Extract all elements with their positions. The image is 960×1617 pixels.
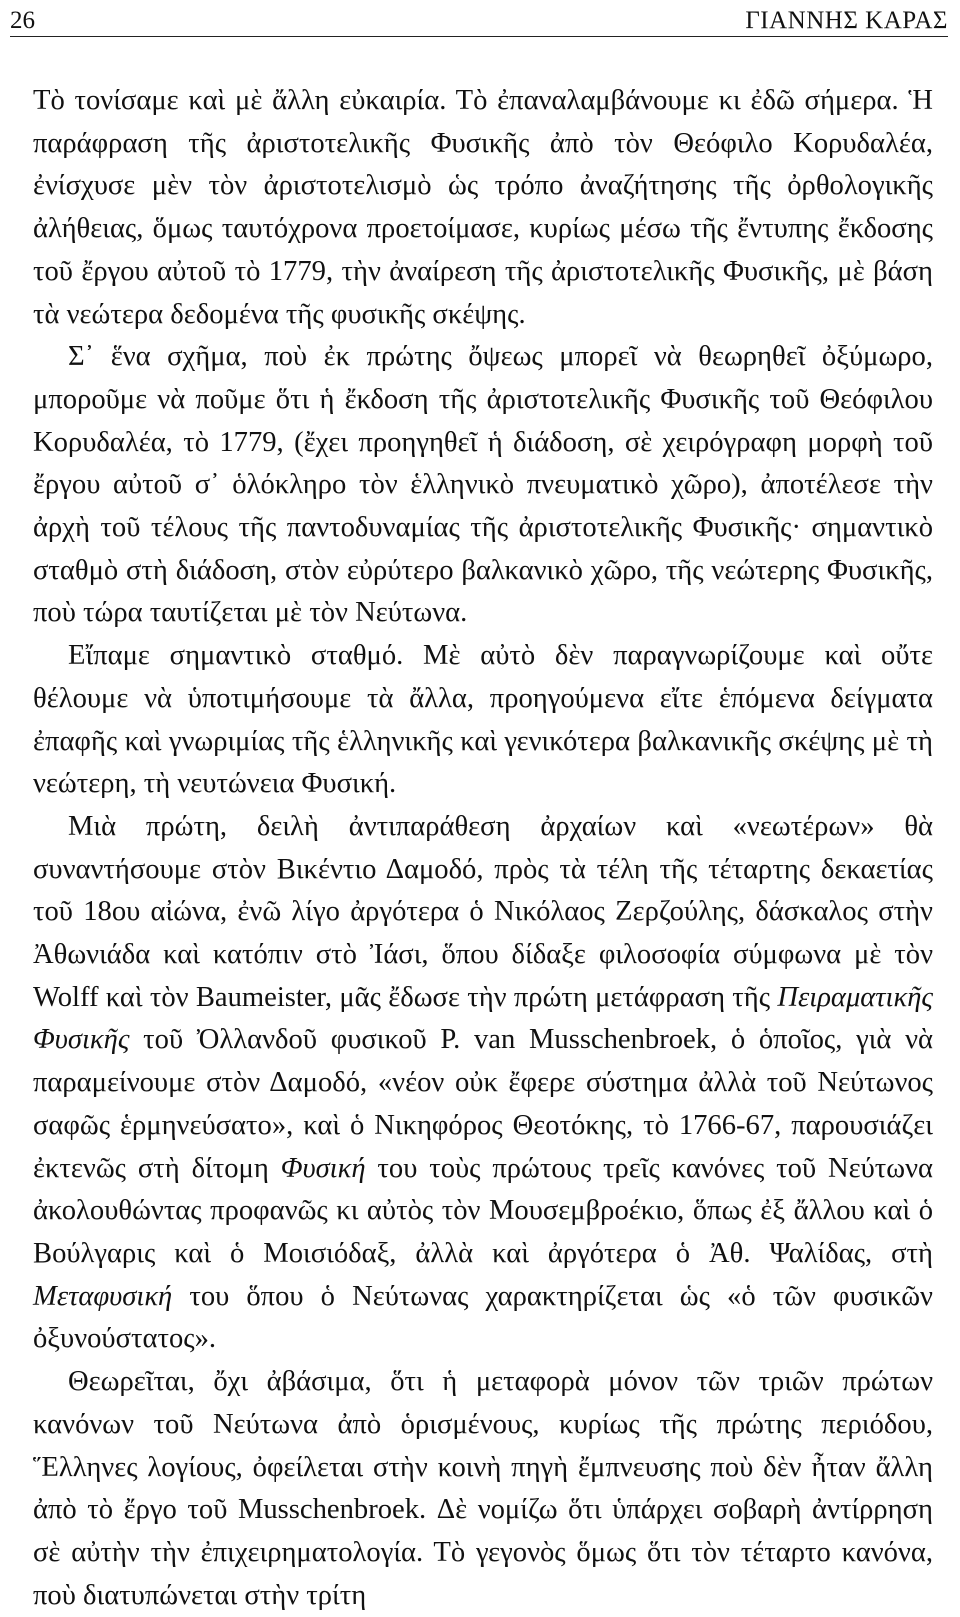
paragraph-text: Εἴπαμε σημαντικὸ σταθμό. Μὲ αὐτὸ δὲν παραγνωρίζουμε καὶ οὔτε θέλουμε νὰ ὑποτιμήσουμε τὰ ἄλλα, προηγούμενα εἴτε ἑπόμενα δείγματα ἐπαφῆς καὶ γνωριμίας τῆς ἑλληνικῆς καὶ γενικότερα βαλκανικῆς σκέψης μὲ τὴ νεώτερη, τὴ νευτώνεια Φυσική. — [33, 640, 933, 800]
italic-title: Φυσική — [280, 1152, 366, 1184]
running-title: ΓΙΑΝΝΗΣ ΚΑΡΑΣ — [745, 7, 948, 34]
paragraph-text: του τοὺς πρώτους τρεῖς κανόνες τοῦ Νεύτωνα ἀκολουθώντας προφανῶς κι αὐτὸς τὸν Μουσεμβροέκιο, ὅπως ἐξ ἄλλου καὶ ὁ Βούλγαρις καὶ ὁ Μοισιόδαξ, ἀλλὰ καὶ ἀργότερα ὁ Ἀθ. Ψαλίδας, στὴ — [33, 1152, 933, 1269]
paragraph-text: Θεωρεῖται, ὄχι ἀβάσιμα, ὅτι ἡ μεταφορὰ μόνον τῶν τριῶν πρώτων κανόνων τοῦ Νεύτωνα ἀπὸ ὁρισμένους, κυρίως τῆς πρώτης περιόδου, Ἕλληνες λογίους, ὀφείλεται στὴν κοινὴ πηγὴ ἔμπνευσης ποὺ δὲν ἦταν ἄλλη ἀπὸ τὸ ἔργο τοῦ Musschenbroek. Δὲ νομίζω ὅτι ὑπάρχει σοβαρὴ ἀντίρρηση σὲ αὐτὴν τὴν ἐπιχειρηματολογία. Τὸ γεγονὸς ὅμως ὅτι τὸν τέταρτο κανόνα, ποὺ διατυπώνεται στὴν τρίτη — [33, 1366, 933, 1611]
paragraph — [33, 1361, 933, 1617]
page-number: 26 — [10, 7, 35, 34]
paragraph — [33, 806, 933, 1361]
paragraph-text: τοῦ Ὀλλανδοῦ φυσικοῦ P. van Musschenbroek, ὁ ὁποῖος, γιὰ νὰ παραμείνουμε στὸν Δαμοδό, «νέον οὐκ ἔφερε σύστημα ἀλλὰ τοῦ Νεύτωνος σαφῶς ἑρμηνεύσατο», καὶ ὁ Νικηφόρος Θεοτόκης, τὸ 1766-67, παρουσιάζει ἐκτενῶς στὴ δίτομη — [33, 1024, 933, 1184]
paragraph-text: Τὸ τονίσαμε καὶ μὲ ἄλλη εὐκαιρία. Τὸ ἐπαναλαμβάνουμε κι ἐδῶ σήμερα. Ἡ παράφραση τῆς ἀριστοτελικῆς Φυσικῆς ἀπὸ τὸν Θεόφιλο Κορυδαλέα, ἐνίσχυσε μὲν τὸν ἀριστοτελισμὸ ὡς τρόπο ἀναζήτησης τῆς ὀρθολογικῆς ἀλήθειας, ὅμως ταυτόχρονα προετοίμασε, κυρίως μέσω τῆς ἔντυπης ἔκδοσης τοῦ ἔργου αὐτοῦ τὸ 1779, τὴν ἀναίρεση τῆς ἀριστοτελικῆς Φυσικῆς, μὲ βάση τὰ νεώτερα δεδομένα τῆς φυσικῆς σκέψης. — [33, 85, 933, 330]
running-head — [10, 6, 948, 37]
italic-title: Πειραματικῆς Φυσικῆς — [33, 981, 933, 1056]
paragraph-text: Μιὰ πρώτη, δειλὴ ἀντιπαράθεση ἀρχαίων καὶ «νεωτέρων» θὰ συναντήσουμε στὸν Βικέντιο Δαμοδό, πρὸς τὰ τέλη τῆς τέταρτης δεκαετίας τοῦ 18ου αἰώνα, ἐνῶ λίγο ἀργότερα ὁ Νικόλαος Ζερζούλης, δάσκαλος στὴν Ἀθωνιάδα καὶ κατόπιν στὸ Ἰάσι, ὅπου δίδαξε φιλοσοφία σύμφωνα μὲ τὸν Wolff καὶ τὸν Baumeister, μᾶς ἔδωσε τὴν πρώτη μετάφραση τῆς — [33, 810, 933, 1013]
paragraph — [33, 80, 933, 336]
italic-title: Μεταφυσική — [33, 1280, 173, 1312]
paragraph-text: Σ᾽ ἕνα σχῆμα, ποὺ ἐκ πρώτης ὄψεως μπορεῖ νὰ θεωρηθεῖ ὀξύμωρο, μποροῦμε νὰ ποῦμε ὅτι ἡ ἔκδοση τῆς ἀριστοτελικῆς Φυσικῆς τοῦ Θεόφιλου Κορυδαλέα, τὸ 1779, (ἔχει προηγηθεῖ ἡ διάδοση, σὲ χειρόγραφη μορφὴ τοῦ ἔργου αὐτοῦ σ᾽ ὁλόκληρο τὸν ἑλληνικὸ πνευματικὸ χῶρο), ἀποτέλεσε τὴν ἀρχὴ τοῦ τέλους τῆς παντοδυναμίας τῆς ἀριστοτελικῆς Φυσικῆς· σημαντικὸ σταθμὸ στὴ διάδοση, στὸν εὐρύτερο βαλκανικὸ χῶρο, τῆς νεώτερης Φυσικῆς, ποὺ τώρα ταυτίζεται μὲ τὸν Νεύτωνα. — [33, 341, 933, 629]
paragraph-text: του ὅπου ὁ Νεύτωνας χαρακτηρίζεται ὡς «ὁ τῶν φυσικῶν ὀξυνούστατος». — [33, 1280, 933, 1355]
body-text — [33, 80, 933, 1617]
paragraph — [33, 635, 933, 806]
paragraph — [33, 336, 933, 635]
